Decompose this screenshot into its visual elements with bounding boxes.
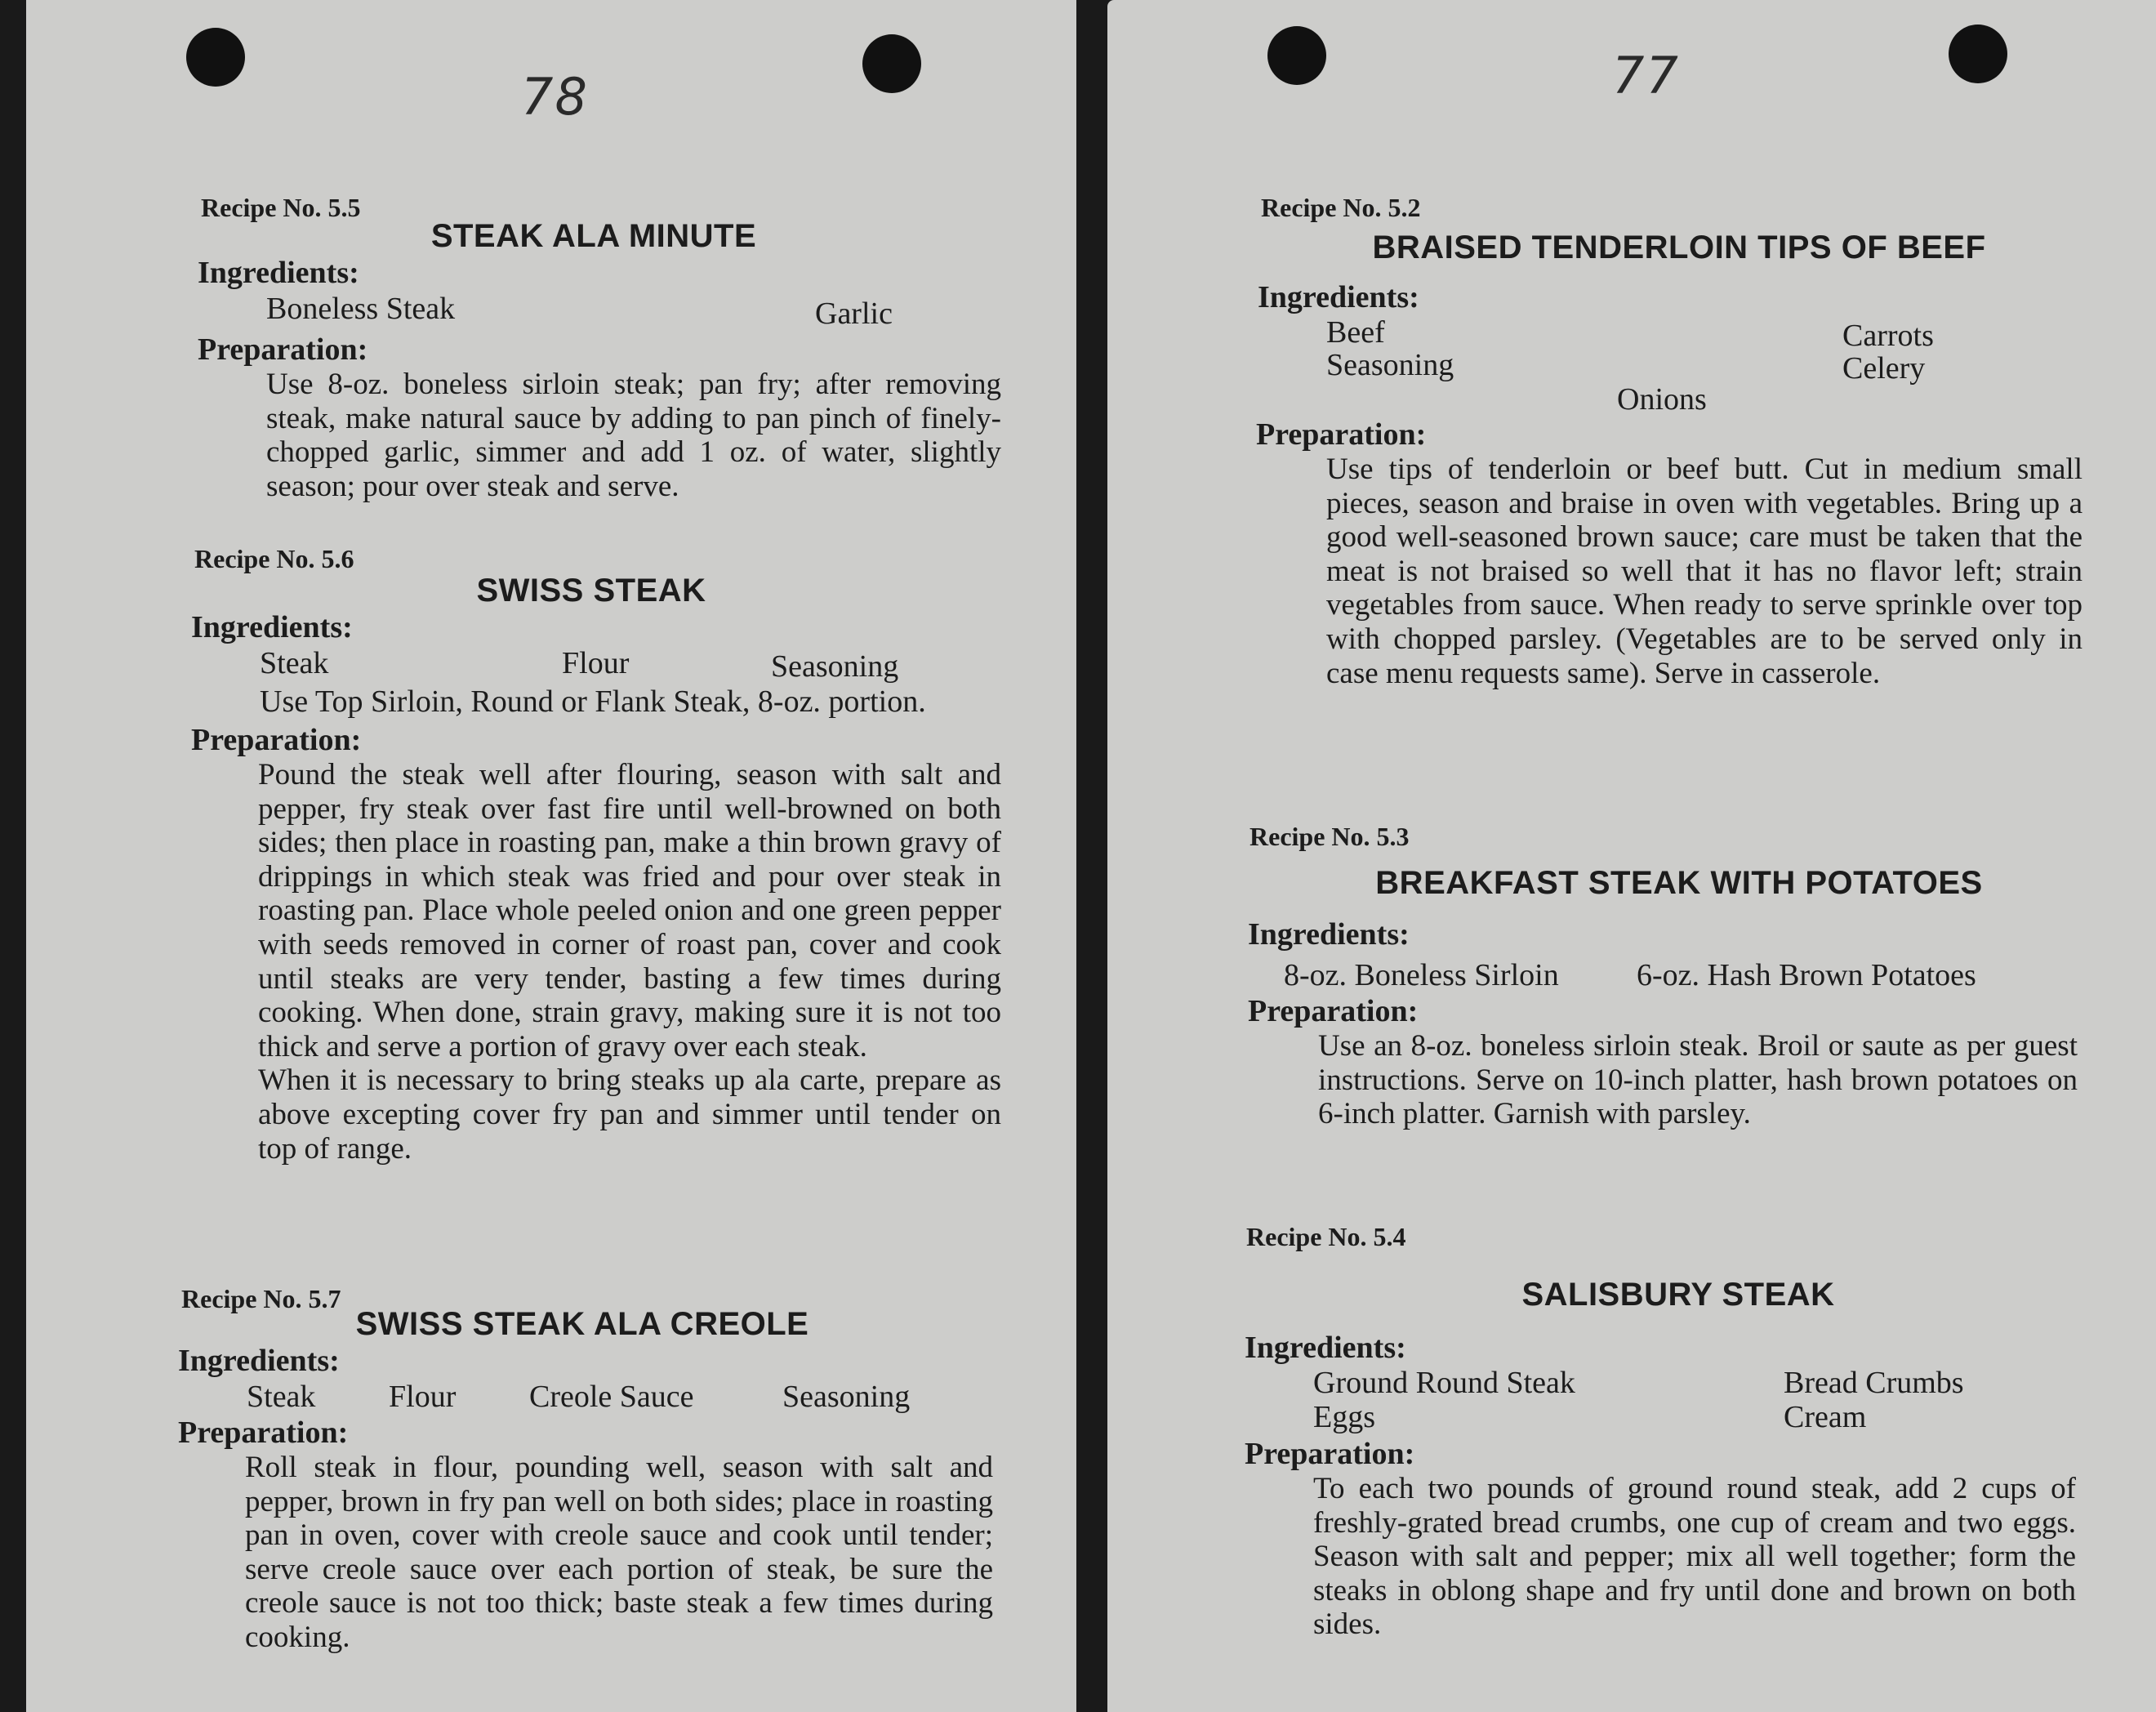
preparation-label: Preparation: <box>198 332 368 367</box>
ingredient-item: Seasoning <box>771 649 899 684</box>
ingredient-item: Flour <box>562 646 630 680</box>
preparation-text: Roll steak in flour, pounding well, season with salt and pepper, brown in fry pan well on both sides; place in roasting pan in oven, cover with creole sauce and cook until tender; serve creole sauce over each portion of steak, be sure the creole sauce is not too thick; baste steak a few times during cooking. <box>245 1451 993 1654</box>
recipe-card-left <box>26 0 1076 1712</box>
recipe-title: SWISS STEAK <box>476 573 706 609</box>
preparation-text: Use 8-oz. boneless sirloin steak; pan fry; after removing steak, make natural sauce by adding to pan pinch of finely-chopped garlic, simmer and add 1 oz. of water, slightly season; pour over steak and serve. <box>266 368 1001 503</box>
ingredient-item: Celery <box>1842 351 1926 386</box>
recipe-5-7 <box>154 1284 1011 1655</box>
ingredients-label: Ingredients: <box>1245 1331 1406 1365</box>
recipe-title: BREAKFAST STEAK WITH POTATOES <box>1375 865 1983 901</box>
ingredient-item: Eggs <box>1313 1400 1375 1434</box>
recipe-number: Recipe No. 5.6 <box>194 544 354 573</box>
recipe-5-6 <box>167 544 1016 1166</box>
ingredient-item: Beef <box>1326 315 1385 350</box>
ingredient-item: Boneless Steak <box>266 292 456 326</box>
recipe-title: BRAISED TENDERLOIN TIPS OF BEEF <box>1372 230 1986 265</box>
ingredient-item: Carrots <box>1842 319 1934 353</box>
ingredient-item: Ground Round Steak <box>1313 1366 1575 1400</box>
page-number: 78 <box>521 67 589 127</box>
recipe-title: SWISS STEAK ALA CREOLE <box>355 1306 809 1342</box>
preparation-label: Preparation: <box>1256 417 1427 452</box>
ingredients-label: Ingredients: <box>191 610 353 644</box>
ingredient-item: Flour <box>389 1380 457 1414</box>
ingredient-item: Onions <box>1617 382 1707 417</box>
ingredients-list <box>1284 957 2120 993</box>
ingredients-list <box>247 1379 1011 1415</box>
punch-hole-icon <box>1267 26 1326 85</box>
ingredient-item: 8-oz. Boneless Sirloin <box>1284 958 1559 992</box>
preparation-text-2: When it is necessary to bring steaks up ala carte, prepare as above excepting cover fry pan and simmer until tender on top of range. <box>258 1063 1001 1166</box>
punch-hole-icon <box>186 28 245 87</box>
ingredients-list <box>266 291 1014 332</box>
preparation-text: Pound the steak well after flouring, season with salt and pepper, fry steak over fast fire until well-browned on both sides; then place in roasting pan, make a thin brown gravy of drippings in which steak was fried and pour over steak in roasting pan. Place whole peeled onion and one green pepper with seeds removed in corner of roast pan, cover and cook until steaks are very tender, basting a few times during cooking. When done, strain gravy, making sure it is not too thick and serve a portion of gravy over each steak. <box>258 758 1001 1063</box>
preparation-label: Preparation: <box>1248 994 1419 1028</box>
ingredients-label: Ingredients: <box>1258 280 1419 314</box>
ingredient-item: Seasoning <box>782 1380 911 1414</box>
ingredient-item: Cream <box>1784 1400 1867 1434</box>
recipe-5-5 <box>173 193 1014 503</box>
preparation-text: To each two pounds of ground round steak, add 2 cups of freshly-grated bread crumbs, one cup of cream and two eggs. Season with salt and pepper; mix all well together; form the steaks in oblong shape and fry until done and brown on both sides. <box>1313 1472 2076 1642</box>
preparation-label: Preparation: <box>191 723 362 757</box>
ingredients-list <box>1233 1366 2123 1436</box>
recipe-5-4 <box>1233 1222 2123 1642</box>
ingredient-item: Bread Crumbs <box>1784 1366 1964 1400</box>
ingredients-label: Ingredients: <box>1248 917 1410 952</box>
recipe-title: SALISBURY STEAK <box>1521 1277 1835 1313</box>
ingredient-item: 6-oz. Hash Brown Potatoes <box>1637 958 1976 992</box>
ingredient-item: Seasoning <box>1326 348 1454 382</box>
ingredients-list <box>1238 315 2120 417</box>
recipe-number: Recipe No. 5.7 <box>181 1284 341 1313</box>
recipe-number: Recipe No. 5.5 <box>201 193 361 222</box>
ingredients-note: Use Top Sirloin, Round or Flank Steak, 8-oz. portion. <box>260 684 926 719</box>
punch-hole-icon <box>1949 25 2007 83</box>
recipe-5-3 <box>1238 822 2120 1131</box>
ingredient-item: Steak <box>260 646 329 680</box>
recipe-number: Recipe No. 5.4 <box>1246 1222 1406 1251</box>
ingredient-item: Steak <box>247 1380 316 1414</box>
recipe-number: Recipe No. 5.3 <box>1250 822 1410 851</box>
ingredient-item: Garlic <box>815 296 893 331</box>
recipe-card-right <box>1107 0 2156 1712</box>
recipe-title: STEAK ALA MINUTE <box>430 218 757 254</box>
recipe-number: Recipe No. 5.2 <box>1261 193 1421 222</box>
preparation-text: Use an 8-oz. boneless sirloin steak. Broil or saute as per guest instructions. Serve on 10-inch platter, hash brown potatoes on 6-inch platter. Garnish with parsley. <box>1318 1029 2078 1131</box>
preparation-text: Use tips of tenderloin or beef butt. Cut in medium small pieces, season and braise in oven with vegetables. Bring up a good well-seasoned brown sauce; care must be taken that the meat is not braised so well that it has no flavor left; strain vegetables from sauce. When ready to serve sprinkle over top with chopped parsley. (Vegetables are to be served only in case menu requests same). Serve in casserole. <box>1326 453 2082 690</box>
preparation-label: Preparation: <box>178 1416 349 1450</box>
punch-hole-icon <box>862 34 921 93</box>
ingredient-item: Creole Sauce <box>529 1380 694 1414</box>
ingredients-list <box>260 645 1016 684</box>
preparation-label: Preparation: <box>1245 1437 1415 1471</box>
ingredients-label: Ingredients: <box>178 1344 340 1378</box>
recipe-5-2 <box>1238 193 2120 690</box>
ingredients-label: Ingredients: <box>198 256 359 290</box>
page-number: 77 <box>1612 46 1680 105</box>
